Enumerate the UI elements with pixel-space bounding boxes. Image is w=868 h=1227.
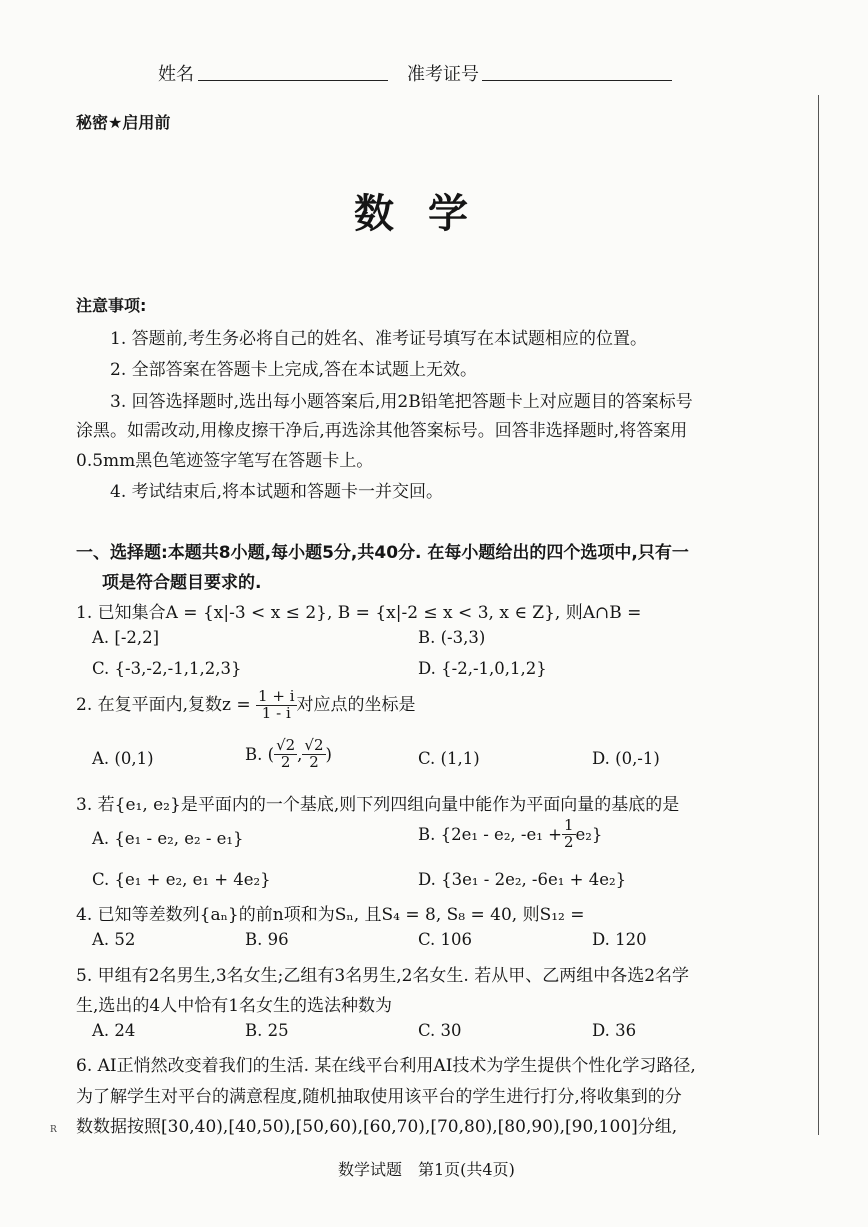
question-1-option-d: D. {-2,-1,0,1,2} <box>418 659 547 678</box>
section-heading-line-2: 项是符合题目要求的. <box>102 573 262 593</box>
notice-item-1: 1. 答题前,考生务必将自己的姓名、准考证号填写在本试题相应的位置。 <box>110 329 648 349</box>
question-2-stem-pre: 2. 在复平面内,复数z = <box>76 694 251 715</box>
question-4-stem: 4. 已知等差数列{aₙ}的前n项和为Sₙ, 且S₄ = 8, S₈ = 40, 则S₁₂ = <box>76 905 585 925</box>
question-1-option-b: B. (-3,3) <box>418 628 486 647</box>
question-2-option-d: D. (0,-1) <box>592 749 660 768</box>
question-3-option-d: D. {3e₁ - 2e₂, -6e₁ + 4e₂} <box>418 870 627 889</box>
notice-item-3-line-1: 3. 回答选择题时,选出每小题答案后,用2B铅笔把答题卡上对应题目的答案标号 <box>110 392 693 412</box>
question-5-option-d: D. 36 <box>592 1021 637 1040</box>
name-label: 姓名 <box>158 64 194 85</box>
question-3-option-a: A. {e₁ - e₂, e₂ - e₁} <box>92 829 244 848</box>
exam-id-field-line[interactable] <box>482 80 672 81</box>
question-5-line-1: 5. 甲组有2名男生,3名女生;乙组有3名男生,2名女生. 若从甲、乙两组中各选2名学 <box>76 966 690 986</box>
question-6-line-2: 为了解学生对平台的满意程度,随机抽取使用该平台的学生进行打分,将收集到的分 <box>76 1087 682 1107</box>
question-1-option-c: C. {-3,-2,-1,1,2,3} <box>92 659 242 678</box>
page-title: 数学 <box>354 191 502 237</box>
question-2-stem-post: 对应点的坐标是 <box>296 694 416 715</box>
question-2-option-c: C. (1,1) <box>418 749 480 768</box>
question-2-option-b: B. ( $\frac{√2}{2}$ , $\frac{√2}{2}$ ) <box>245 736 332 771</box>
exam-id-label: 准考证号 <box>407 64 479 85</box>
question-4-option-d: D. 120 <box>592 930 647 949</box>
name-field-line[interactable] <box>198 80 388 81</box>
question-4-option-a: A. 52 <box>92 930 136 949</box>
question-2-option-a: A. (0,1) <box>92 749 154 768</box>
question-5-option-c: C. 30 <box>418 1021 462 1040</box>
question-6-line-1: 6. AI正悄然改变着我们的生活. 某在线平台利用AI技术为学生提供个性化学习路径, <box>76 1056 696 1076</box>
notice-item-3-line-2: 涂黑。如需改动,用橡皮擦干净后,再选涂其他答案标号。回答非选择题时,将答案用 <box>76 421 688 441</box>
notice-item-3-line-3: 0.5mm黑色笔迹签字笔写在答题卡上。 <box>76 451 374 471</box>
question-4-option-c: C. 106 <box>418 930 473 949</box>
question-3-stem: 3. 若{e₁, e₂}是平面内的一个基底,则下列四组向量中能作为平面向量的基底的是 <box>76 795 680 815</box>
margin-rule <box>818 95 819 1135</box>
notice-heading: 注意事项: <box>76 296 147 315</box>
question-2-stem <box>76 689 416 722</box>
question-5-line-2: 生,选出的4人中恰有1名女生的选法种数为 <box>76 996 393 1016</box>
page-footer: 数学试题 第1页(共4页) <box>338 1160 515 1179</box>
question-4-option-b: B. 96 <box>245 930 289 949</box>
section-heading-line-1: 一、选择题:本题共8小题,每小题5分,共40分. 在每小题给出的四个选项中,只有一 <box>76 543 689 563</box>
question-1-stem: 1. 已知集合A = {x|-3 < x ≤ 2}, B = {x|-2 ≤ x < 3, x ∈ Z}, 则A∩B = <box>76 603 642 623</box>
question-5-option-b: B. 25 <box>245 1021 289 1040</box>
question-2-fraction: $\frac{1 + i}{1 - i}$ <box>258 687 295 722</box>
question-6-line-3: 数数据按照[30,40),[40,50),[50,60),[60,70),[70,80),[80,90),[90,100]分组, <box>76 1117 678 1137</box>
secret-mark: 秘密★启用前 <box>76 113 171 132</box>
question-3-option-b: B. {2e₁ - e₂, -e₁ + $\frac{1}{2}$ e₂} <box>418 816 603 851</box>
scan-mark: R <box>50 1125 57 1135</box>
notice-item-2: 2. 全部答案在答题卡上完成,答在本试题上无效。 <box>110 360 478 380</box>
question-3-option-c: C. {e₁ + e₂, e₁ + 4e₂} <box>92 870 271 889</box>
question-5-option-a: A. 24 <box>92 1021 136 1040</box>
notice-item-4: 4. 考试结束后,将本试题和答题卡一并交回。 <box>110 482 444 502</box>
question-1-option-a: A. [-2,2] <box>92 628 160 647</box>
